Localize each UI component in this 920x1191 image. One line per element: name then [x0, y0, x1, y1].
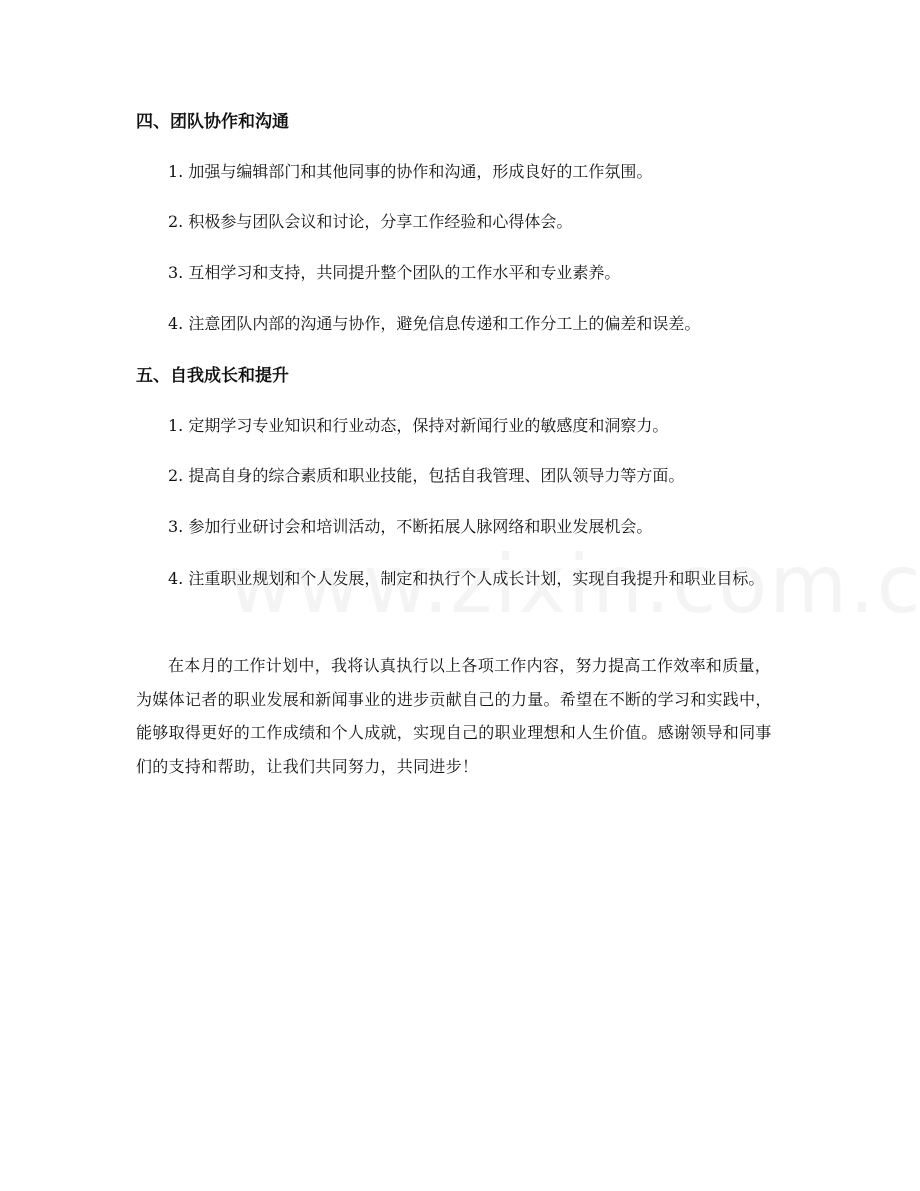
list-item: 2. 积极参与团队会议和讨论，分享工作经验和心得体会。 — [168, 212, 573, 231]
list-item: 2. 提高自身的综合素质和职业技能，包括自我管理、团队领导力等方面。 — [168, 466, 685, 485]
list-item: 3. 参加行业研讨会和培训活动，不断拓展人脉网络和职业发展机会。 — [168, 517, 653, 536]
section-heading-self-growth: 五、自我成长和提升 — [136, 366, 289, 386]
list-item: 4. 注意团队内部的沟通与协作，避免信息传递和工作分工上的偏差和误差。 — [168, 314, 701, 333]
list-item: 1. 定期学习专业知识和行业动态，保持对新闻行业的敏感度和洞察力。 — [168, 416, 669, 435]
section-heading-team-collaboration: 四、团队协作和沟通 — [136, 112, 289, 132]
list-item: 4. 注重职业规划和个人发展，制定和执行个人成长计划，实现自我提升和职业目标。 — [168, 569, 765, 588]
list-item: 3. 互相学习和支持，共同提升整个团队的工作水平和专业素养。 — [168, 263, 621, 282]
list-item: 1. 加强与编辑部门和其他同事的协作和沟通，形成良好的工作氛围。 — [168, 162, 653, 181]
conclusion-paragraph: 在本月的工作计划中，我将认真执行以上各项工作内容，努力提高工作效率和质量，为媒体记者的职业发展和新闻事业的进步贡献自己的力量。希望在不断的学习和实践中，能够取得更好的工作成绩和个人成就，实现自己的职业理想和人生价值。感谢领导和同事们的支持和帮助，让我们共同努力，共同进步！ — [136, 656, 772, 776]
